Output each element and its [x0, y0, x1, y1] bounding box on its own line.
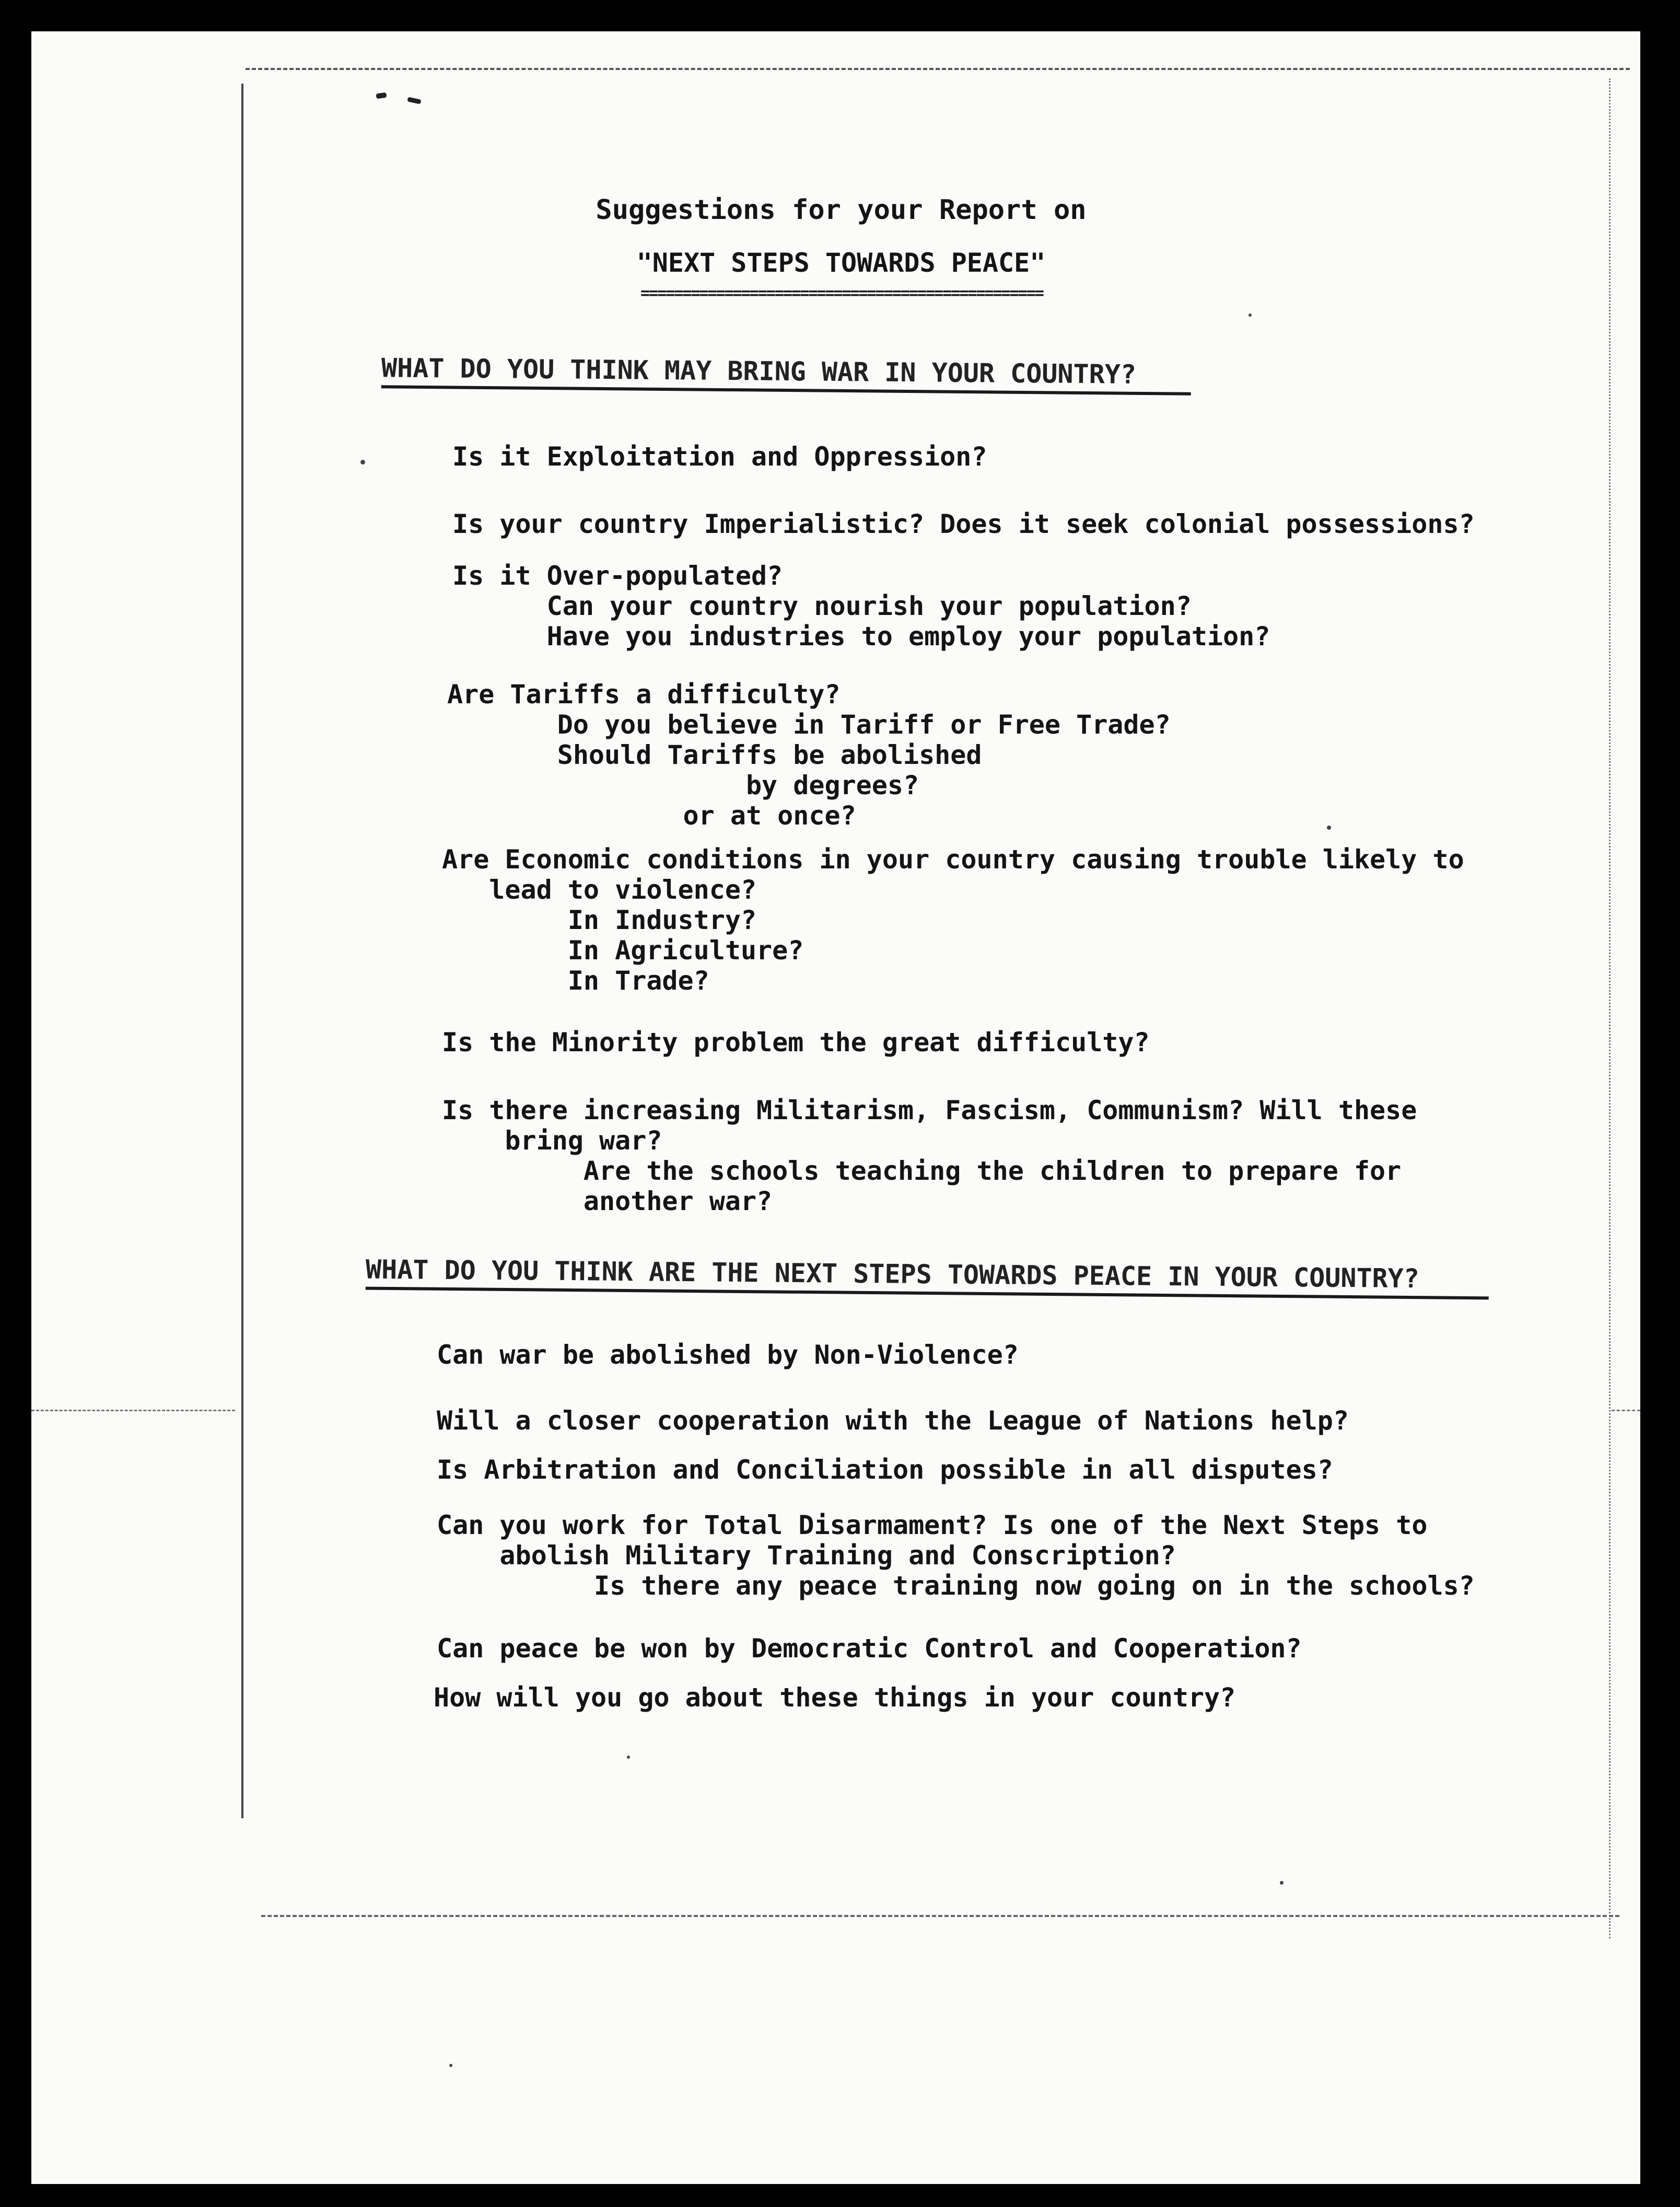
question-subline: In Agriculture? — [442, 935, 804, 966]
question-subline: or at once? — [447, 800, 856, 831]
copy-border-bottom — [261, 1915, 1619, 1917]
copy-border-top — [246, 68, 1630, 70]
question-arbitration — [437, 1455, 1333, 1485]
question-subline: abolish Military Training and Conscription? — [437, 1540, 1176, 1571]
fold-mark-left — [31, 1410, 235, 1411]
question-subline: Can your country nourish your population? — [452, 591, 1192, 621]
question-subline: Do you believe in Tariff or Free Trade? — [447, 710, 1171, 740]
question-militarism — [442, 1095, 1417, 1216]
question-subline: Should Tariffs be abolished — [447, 740, 982, 770]
question-league-of-nations — [437, 1405, 1349, 1436]
question-line: Are Economic conditions in your country causing trouble likely to — [442, 844, 1464, 875]
question-non-violence — [437, 1340, 1019, 1370]
question-economic-conditions — [442, 844, 1464, 996]
question-line: Will a closer cooperation with the League of Nations help? — [437, 1405, 1349, 1436]
question-tariffs — [447, 679, 1171, 831]
question-line: Is your country Imperialistic? Does it seek colonial possessions? — [452, 509, 1475, 539]
question-subline: Is there any peace training now going on in the schools? — [437, 1571, 1475, 1601]
question-how-will-you — [434, 1682, 1235, 1713]
question-line: Is the Minority problem the great difficulty? — [442, 1027, 1150, 1058]
question-subline: another war? — [442, 1186, 773, 1216]
title-underline: ================================================ — [640, 284, 1043, 303]
document-subtitle: "NEXT STEPS TOWARDS PEACE" — [636, 248, 1046, 278]
question-disarmament — [437, 1510, 1475, 1601]
question-minority — [442, 1027, 1150, 1058]
dust-speck — [449, 2064, 452, 2067]
question-overpopulation — [452, 561, 1270, 652]
dust-speck — [1249, 313, 1252, 317]
question-line: Is it Over-populated? — [452, 561, 783, 591]
question-subline: Are the schools teaching the children to prepare for — [442, 1156, 1402, 1186]
question-exploitation — [452, 442, 987, 472]
question-line: Can you work for Total Disarmament? Is one of the Next Steps to — [437, 1510, 1428, 1540]
question-subline: bring war? — [442, 1125, 662, 1156]
question-line: Can peace be won by Democratic Control and Cooperation? — [437, 1633, 1302, 1664]
question-line: Is it Exploitation and Oppression? — [452, 442, 987, 472]
section-heading-peace: WHAT DO YOU THINK ARE THE NEXT STEPS TOWARDS PEACE IN YOUR COUNTRY? — [366, 1254, 1489, 1300]
dust-speck — [360, 460, 365, 464]
question-line: Is Arbitration and Conciliation possible in all disputes? — [437, 1455, 1333, 1485]
question-imperialism — [452, 509, 1475, 539]
section-heading-war: WHAT DO YOU THINK MAY BRING WAR IN YOUR COUNTRY? — [381, 353, 1192, 396]
question-line: Can war be abolished by Non-Violence? — [437, 1340, 1019, 1370]
question-subline: lead to violence? — [442, 875, 757, 905]
question-subline: by degrees? — [447, 770, 919, 800]
copy-border-left — [241, 84, 243, 1818]
copy-border-right — [1609, 78, 1611, 1938]
dust-speck — [1280, 1881, 1284, 1885]
question-democratic-control — [437, 1633, 1302, 1664]
question-subline: In Trade? — [442, 966, 709, 996]
question-subline: In Industry? — [442, 905, 757, 935]
dust-speck — [627, 1756, 630, 1759]
document-title: Suggestions for your Report on — [596, 194, 1087, 226]
question-line: Are Tariffs a difficulty? — [447, 679, 841, 710]
fold-mark-right — [1612, 1410, 1640, 1411]
dust-speck — [1327, 826, 1331, 830]
question-subline: Have you industries to employ your population? — [452, 621, 1270, 652]
question-line: How will you go about these things in your country? — [434, 1682, 1236, 1713]
question-line: Is there increasing Militarism, Fascism, Communism? Will these — [442, 1095, 1417, 1125]
